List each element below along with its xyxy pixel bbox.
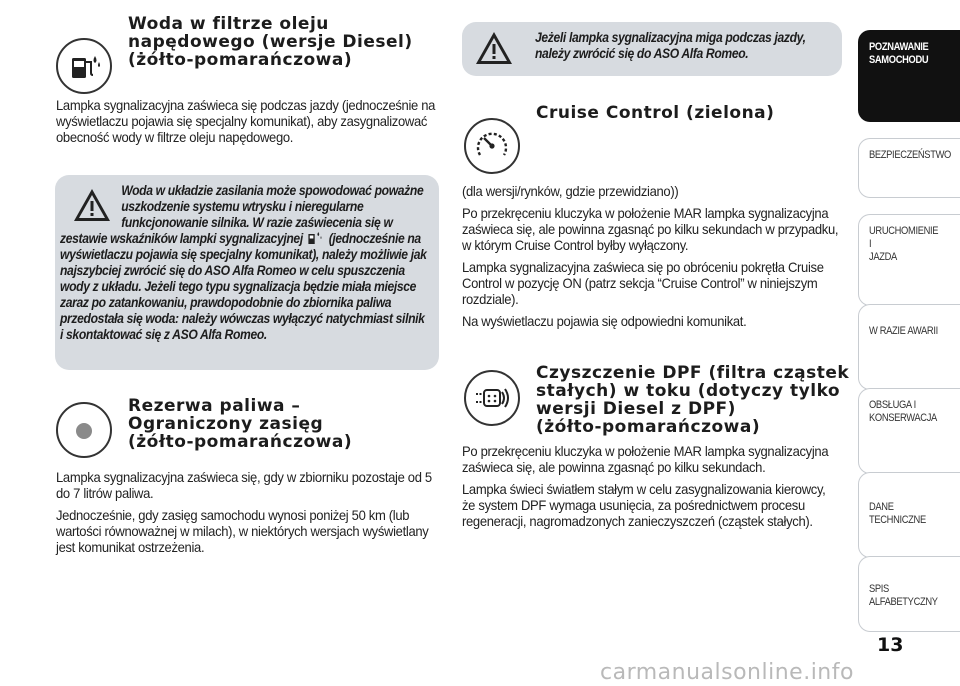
cruise-control-icon xyxy=(464,118,520,174)
dpf-paragraph-1: Po przekręceniu kluczyka w położenie MAR lampka sygnalizacyjna zaświeca się, ale powinna zgasnąć po kilku sekundach. xyxy=(462,443,829,475)
dpf-title-line-4: (żółto-pomarańczowa) xyxy=(536,417,761,437)
fuel-reserve-paragraph-1: Lampka sygnalizacyjna zaświeca się, gdy w zbiorniku pozostaje od 5 do 7 litrów paliwa. xyxy=(56,469,432,501)
tab-label: BEZPIECZEŃSTWO xyxy=(869,149,951,161)
tab-spis-alfabetyczny[interactable] xyxy=(858,556,960,632)
tab-dane-techniczne[interactable] xyxy=(858,472,960,558)
cruise-control-paragraph-3: Lampka sygnalizacyjna zaświeca się po obróceniu pokrętła Cruise Control w pozycję ON (patrz sekcja “Cruise Control” w niniejszym rozdziale). xyxy=(462,259,824,307)
tab-poznawanie-samochodu[interactable] xyxy=(858,30,960,122)
dpf-paragraph-2: Lampka świeci światłem stałym w celu zasygnalizowania kierowcy, że system DPF wymaga usunięcia, za pośrednictwem procesu regeneracji, nagromadzonych zanieczyszczeń (cząstek stałych). xyxy=(462,481,826,529)
tab-obsluga-i-konserwacja[interactable] xyxy=(858,388,960,474)
fuel-reserve-icon-frame xyxy=(56,402,112,458)
water-filter-heading xyxy=(128,15,413,69)
water-warning-line-2: uszkodzenie systemu wtrysku i nieregularne xyxy=(121,199,364,214)
water-filter-title-line-1: Woda w filtrze oleju xyxy=(128,14,329,34)
water-warning-text xyxy=(60,183,429,343)
fuel-reserve-title-line-3: (żółto-pomarańczowa) xyxy=(128,432,353,452)
tab-label: URUCHOMIENIE I JAZDA xyxy=(869,225,939,263)
tab-w-razie-awarii[interactable] xyxy=(858,304,960,390)
water-in-fuel-icon xyxy=(56,38,112,94)
tab-label: W RAZIE AWARII xyxy=(869,325,938,337)
water-filter-text xyxy=(56,97,437,151)
warning-triangle-icon xyxy=(474,30,514,66)
water-warning-line-3: funkcjonowanie silnika. W razie zaświecenia się w xyxy=(121,215,393,230)
fuel-reserve-title-line-2: Ograniczony zasięg xyxy=(128,414,324,434)
water-warning-line-4b: (jednocześnie na xyxy=(328,231,421,246)
fuel-reserve-dot-icon xyxy=(76,423,92,439)
water-filter-title-line-2: napędowego (wersje Diesel) xyxy=(128,32,413,52)
water-warning-rest: wyświetlaczu pojawia się specjalny komunikat), należy możliwie jak najszybciej zwrócić się do ASO Alfa Romeo w celu spuszczenia wody z układu. Jeżeli tego typu sygnalizacja będzie miała miejsce zaraz po zatankowaniu, prawdopodobnie do zbiornika paliwa przedostała się woda: należy wówczas wyłączyć natychmiast silnik i skontaktować się z ASO Alfa Romeo. xyxy=(60,247,427,342)
fuel-reserve-title-line-1: Rezerwa paliwa – xyxy=(128,396,301,416)
cruise-control-paragraph-1: (dla wersji/rynków, gdzie przewidziano)) xyxy=(462,183,679,199)
water-warning-line-4a: zestawie wskaźników lampki sygnalizacyjnej xyxy=(60,231,303,246)
water-filter-paragraph: Lampka sygnalizacyjna zaświeca się podczas jazdy (jednocześnie na wyświetlaczu pojawia się specjalny komunikat), aby zasygnalizować obecność wody w filtrze oleju napędowego. xyxy=(56,97,436,145)
tab-label: POZNAWANIE SAMOCHODU xyxy=(869,41,929,66)
cruise-control-paragraph-4: Na wyświetlaczu pojawia się odpowiedni komunikat. xyxy=(462,313,747,329)
blinking-warning-paragraph: Jeżeli lampka sygnalizacyjna miga podczas jazdy, należy zwrócić się do ASO Alfa Romeo. xyxy=(535,30,806,61)
water-filter-title-line-3: (żółto-pomarańczowa) xyxy=(128,50,353,70)
dpf-text xyxy=(462,443,839,535)
blinking-warning-text xyxy=(535,30,832,62)
dpf-title-line-1: Czyszczenie DPF (filtra cząstek xyxy=(536,363,850,383)
water-warning-line-1: Woda w układzie zasilania może spowodować poważne xyxy=(121,183,424,198)
tab-uruchomienie-i-jazda[interactable] xyxy=(858,214,960,306)
page-number: 13 xyxy=(877,634,904,656)
dpf-title-line-3: wersji Diesel z DPF) xyxy=(536,399,736,419)
water-warning-line-4 xyxy=(60,231,429,247)
dpf-filter-icon xyxy=(464,370,520,426)
cruise-control-heading: Cruise Control (zielona) xyxy=(536,103,775,123)
watermark: carmanualsonline.info xyxy=(600,660,854,685)
tab-label: DANE TECHNICZNE xyxy=(869,501,926,526)
tab-bezpieczenstwo[interactable] xyxy=(858,138,960,198)
fuel-reserve-heading xyxy=(128,397,352,451)
water-in-fuel-inline-icon xyxy=(308,231,324,245)
tab-label: OBSŁUGA I KONSERWACJA xyxy=(869,399,937,424)
fuel-reserve-paragraph-2: Jednocześnie, gdy zasięg samochodu wynosi poniżej 50 km (lub wartości równoważnej w milach), w niektórych wersjach wyświetlany jest komunikat ostrzeżenia. xyxy=(56,507,429,555)
fuel-reserve-text xyxy=(56,469,437,561)
tab-label: SPIS ALFABETYCZNY xyxy=(869,583,938,608)
dpf-title-line-2: stałych) w toku (dotyczy tylko xyxy=(536,381,841,401)
cruise-control-text xyxy=(462,183,839,335)
cruise-control-paragraph-2: Po przekręceniu kluczyka w położenie MAR lampka sygnalizacyjna zaświeca się, ale powinna zgasnąć po kilku sekundach w przypadku, w którym Cruise Control byłby wyłączony. xyxy=(462,205,839,253)
dpf-heading xyxy=(536,364,849,436)
